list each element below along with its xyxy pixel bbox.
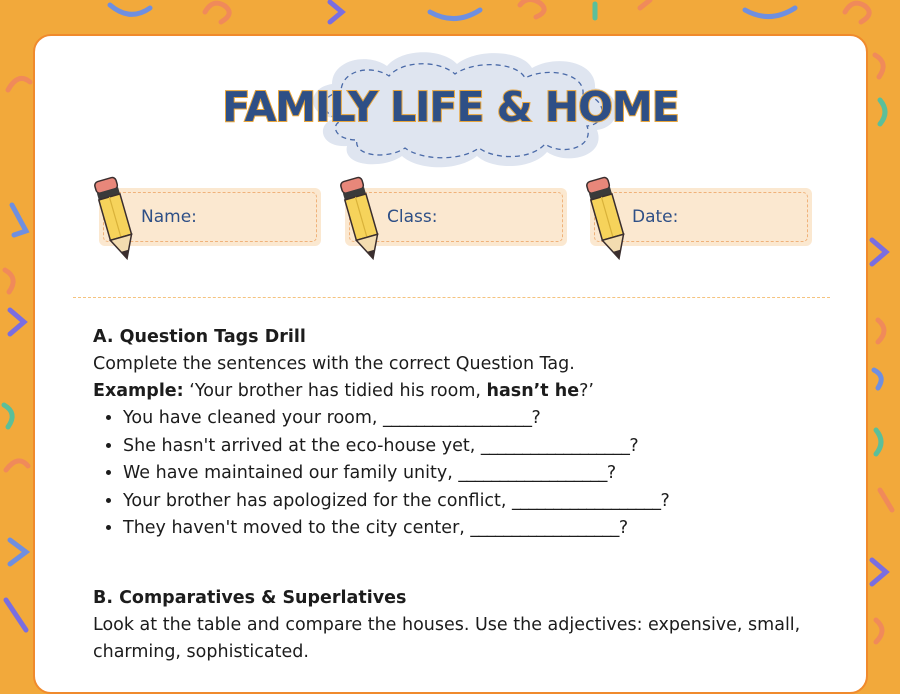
item-end: ? (618, 518, 629, 538)
answer-blank[interactable]: __________________ (480, 435, 630, 456)
answer-blank[interactable]: __________________ (383, 408, 532, 428)
item-end: ? (629, 435, 639, 456)
answer-blank[interactable]: __________________ (470, 518, 619, 538)
item-text: Your brother has apologized for the conflict, (123, 490, 513, 511)
item-end: ? (660, 490, 670, 511)
item-text: We have maintained our family unity, (123, 463, 459, 483)
example-line (93, 378, 853, 405)
pencil-icon (337, 174, 387, 266)
answer-blank[interactable]: __________________ (512, 490, 661, 511)
section-a-heading: A. Question Tags Drill (93, 327, 306, 347)
item-text: You have cleaned your room, (123, 408, 384, 428)
list-item (123, 515, 853, 543)
item-end: ? (606, 463, 617, 483)
example-suffix: ?’ (579, 381, 594, 401)
example-label: Example: (93, 381, 184, 401)
section-a-instruction: Complete the sentences with the correct Question Tag. (93, 354, 575, 374)
exercise-content (93, 324, 853, 666)
section-divider (73, 297, 830, 298)
list-item (123, 460, 853, 488)
example-answer: hasn’t he (486, 381, 580, 401)
section-b-heading: B. Comparatives & Superlatives (93, 587, 407, 608)
question-tag-list (93, 405, 853, 543)
pencil-icon (91, 174, 141, 266)
section-b-instruction: Look at the table and compare the houses. Use the adjectives: expensive, small, charming, sophisticated. (93, 614, 801, 662)
example-prefix: ‘Your brother has tidied his room, (189, 381, 487, 401)
worksheet (33, 34, 868, 694)
pencil-icon (583, 174, 633, 266)
list-item (123, 405, 853, 433)
date-label: Date: (632, 207, 679, 227)
item-text: They haven't moved to the city center, (123, 518, 471, 538)
class-label: Class: (387, 207, 438, 227)
answer-blank[interactable]: __________________ (458, 463, 607, 483)
item-end: ? (531, 408, 541, 428)
item-text: She hasn't arrived at the eco-house yet, (123, 435, 481, 456)
list-item (123, 433, 853, 461)
list-item (123, 488, 853, 516)
page-title: FAMILY LIFE & HOME (222, 83, 679, 131)
name-label: Name: (141, 207, 197, 227)
